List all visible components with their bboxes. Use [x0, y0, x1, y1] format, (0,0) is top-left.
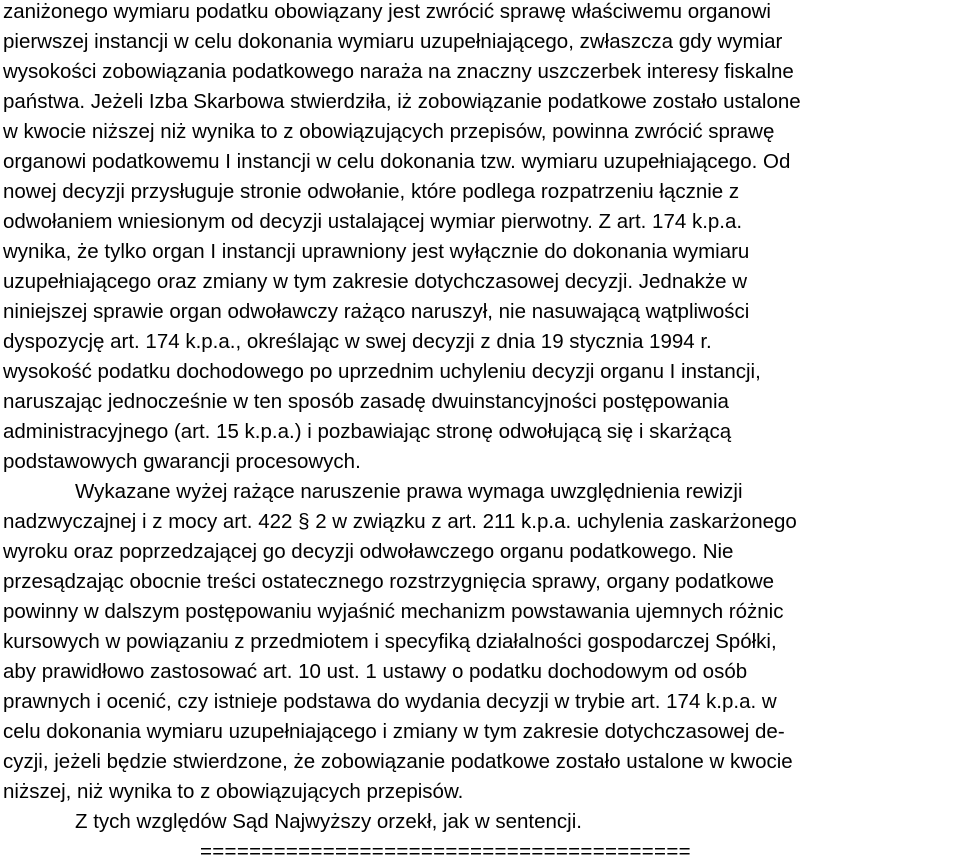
text-line: uzupełniającego oraz zmiany w tym zakresie dotychczasowej decyzji. Jednakże w — [3, 270, 748, 293]
text-line: wynika, że tylko organ I instancji uprawniony jest wyłącznie do dokonania wymiaru — [3, 240, 750, 263]
text-line: wyroku oraz poprzedzającej go decyzji odwoławczego organu podatkowego. Nie — [3, 540, 734, 563]
text-line: dyspozycję art. 174 k.p.a., określając w swej decyzji z dnia 19 stycznia 1994 r. — [3, 330, 712, 353]
paragraph-start-line: Wykazane wyżej rażące naruszenie prawa wymaga uwzględnienia rewizji — [75, 480, 743, 503]
text-line: organowi podatkowemu I instancji w celu dokonania tzw. wymiaru uzupełniającego. Od — [3, 150, 791, 173]
text-line: pierwszej instancji w celu dokonania wymiaru uzupełniającego, zwłaszcza gdy wymiar — [3, 30, 783, 53]
text-line: celu dokonania wymiaru uzupełniającego i zmiany w tym zakresie dotychczasowej de- — [3, 720, 785, 743]
text-line: prawnych i ocenić, czy istnieje podstawa do wydania decyzji w trybie art. 174 k.p.a. w — [3, 690, 777, 713]
text-line: nadzwyczajnej i z mocy art. 422 § 2 w związku z art. 211 k.p.a. uchylenia zaskarżonego — [3, 510, 797, 533]
text-line: naruszając jednocześnie w ten sposób zasadę dwuinstancyjności postępowania — [3, 390, 729, 413]
text-line: niższej, niż wynika to z obowiązujących przepisów. — [3, 780, 464, 803]
verdict-line: Z tych względów Sąd Najwyższy orzekł, jak w sentencji. — [75, 810, 582, 833]
text-line: przesądzając obocnie treści ostatecznego rozstrzygnięcia sprawy, organy podatkowe — [3, 570, 775, 593]
text-line: zaniżonego wymiaru podatku obowiązany jest zwrócić sprawę właściwemu organowi — [3, 0, 771, 23]
text-line: odwołaniem wniesionym od decyzji ustalającej wymiar pierwotny. Z art. 174 k.p.a. — [3, 210, 743, 233]
text-line: aby prawidłowo zastosować art. 10 ust. 1 ustawy o podatku dochodowym od osób — [3, 660, 748, 683]
text-line: wysokość podatku dochodowego po uprzednim uchyleniu decyzji organu I instancji, — [3, 360, 761, 383]
text-line: kursowych w powiązaniu z przedmiotem i specyfiką działalności gospodarczej Spółki, — [3, 630, 777, 653]
text-line: państwa. Jeżeli Izba Skarbowa stwierdziła, iż zobowiązanie podatkowe zostało ustalone — [3, 90, 801, 113]
separator-line: ======================================== — [200, 840, 691, 863]
text-line: podstawowych gwarancji procesowych. — [3, 450, 361, 473]
text-line: administracyjnego (art. 15 k.p.a.) i pozbawiając stronę odwołującą się i skarżącą — [3, 420, 732, 443]
text-line: nowej decyzji przysługuje stronie odwołanie, które podlega rozpatrzeniu łącznie z — [3, 180, 740, 203]
text-line: niniejszej sprawie organ odwoławczy rażąco naruszył, nie nasuwającą wątpliwości — [3, 300, 750, 323]
text-line: wysokości zobowiązania podatkowego naraża na znaczny uszczerbek interesy fiskalne — [3, 60, 794, 83]
text-line: w kwocie niższej niż wynika to z obowiązujących przepisów, powinna zwrócić sprawę — [3, 120, 775, 143]
text-line: powinny w dalszym postępowaniu wyjaśnić mechanizm powstawania ujemnych różnic — [3, 600, 784, 623]
text-line: cyzji, jeżeli będzie stwierdzone, że zobowiązanie podatkowe zostało ustalone w kwocie — [3, 750, 793, 773]
